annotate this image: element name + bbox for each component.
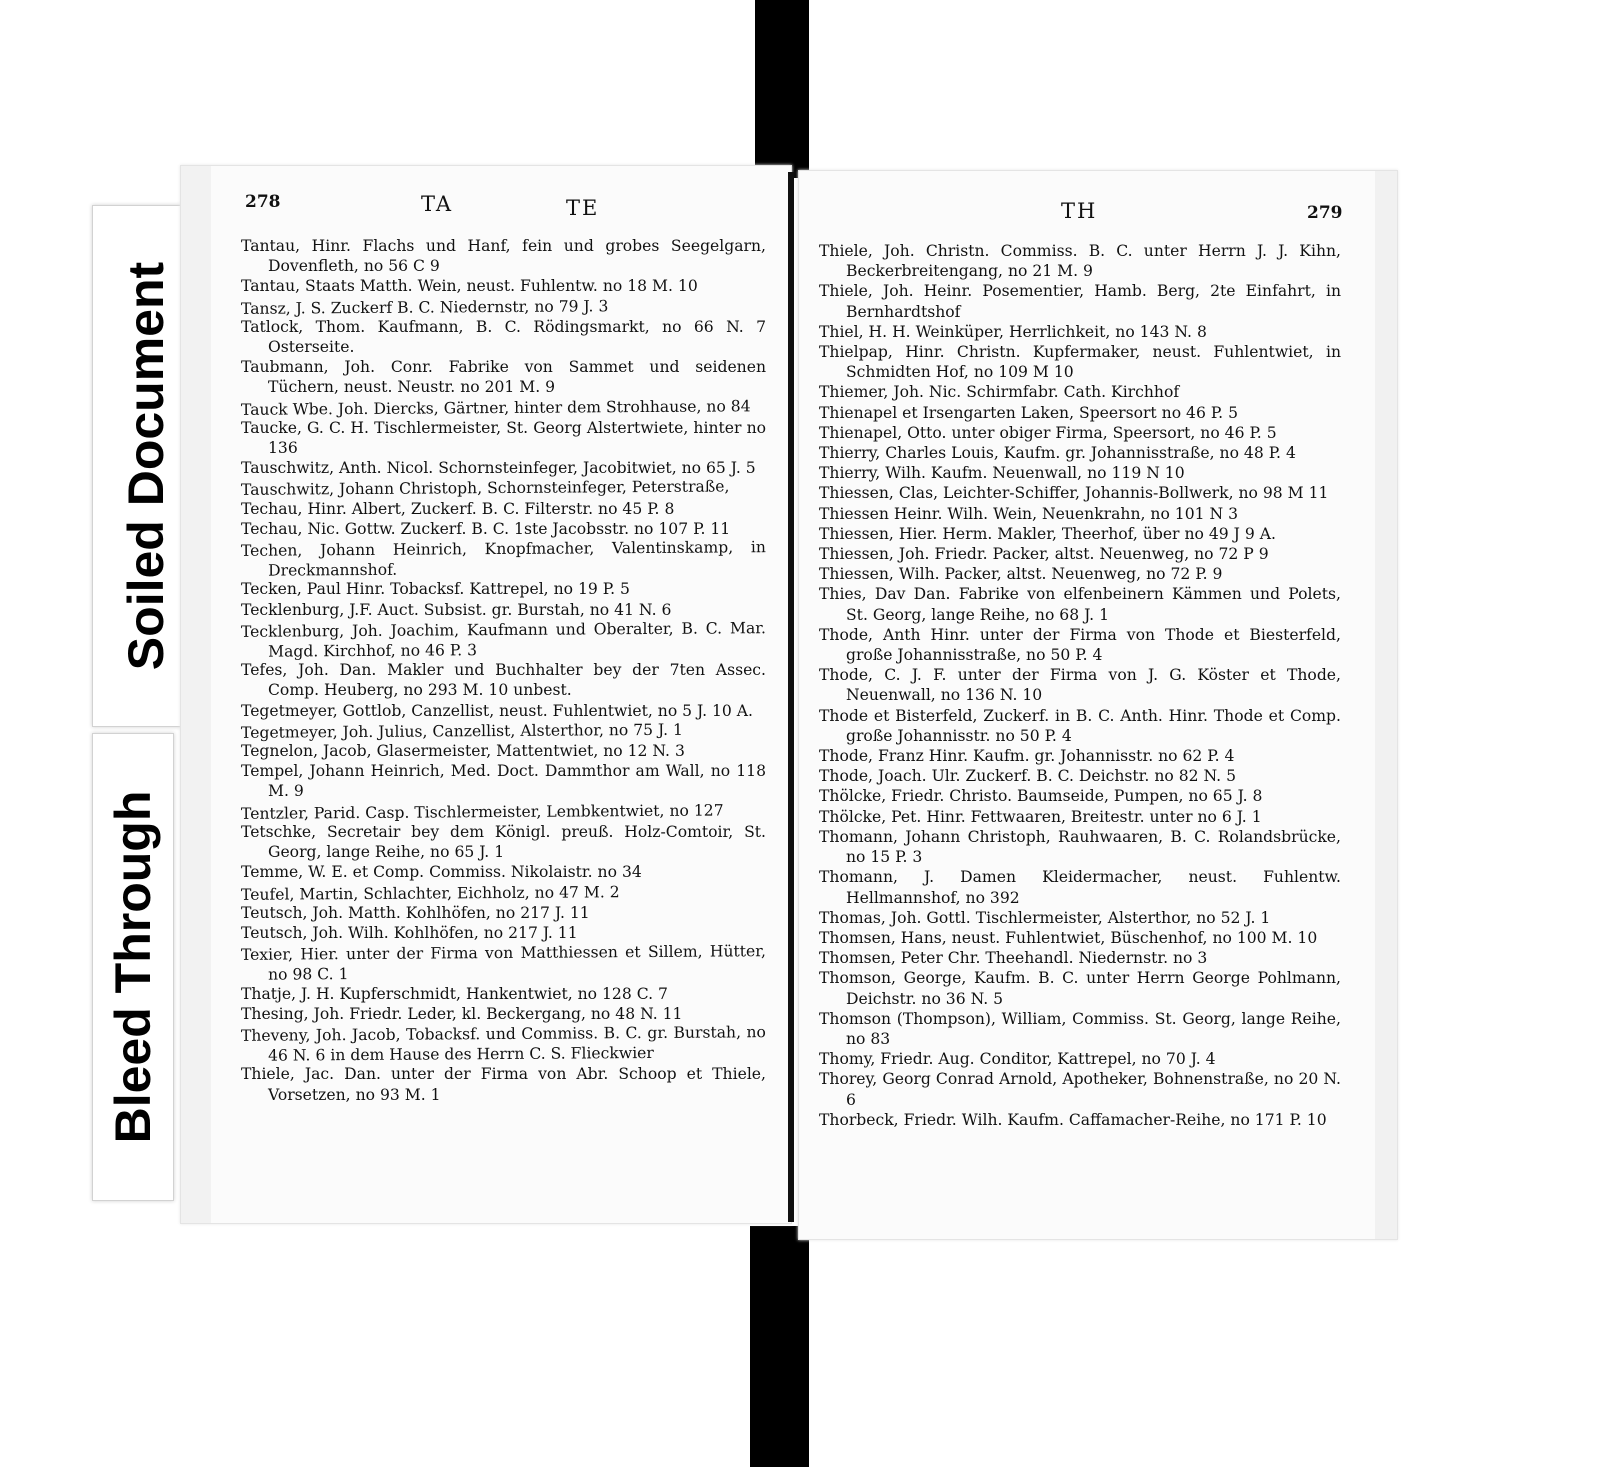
directory-entry: Thierry, Charles Louis, Kaufm. gr. Johannisstraße, no 48 P. 4 [819,444,1296,463]
directory-entry: Thiel, H. H. Weinküper, Herrlichkeit, no 143 N. 8 [819,322,1207,341]
directory-entry: Thiessen, Joh. Friedr. Packer, altst. Neuenweg, no 72 P 9 [819,545,1269,564]
directory-entry: Thiessen Heinr. Wilh. Wein, Neuenkrahn, no 101 N 3 [819,504,1239,523]
directory-entry: Tegnelon, Jacob, Glasermeister, Mattentwiet, no 12 N. 3 [241,742,685,761]
right-page-edge [1375,171,1397,1239]
soiled-document-label: Soiled Document [118,261,174,671]
directory-entry: Techau, Nic. Gottw. Zuckerf. B. C. 1ste Jacobsstr. no 107 P. 11 [241,519,731,538]
directory-entry: Tatlock, Thom. Kaufmann, B. C. Rödingsmarkt, no 66 N. 7 Osterseite. [241,317,766,357]
left-running-head-2: TE [566,196,600,220]
book-gutter [788,172,794,1222]
directory-entry: Thierry, Wilh. Kaufm. Neuenwall, no 119 N 10 [819,464,1185,483]
spine-strip-bottom [750,1226,809,1467]
directory-entry: Theveny, Joh. Jacob, Tobacksf. und Commiss. B. C. gr. Burstah, no 46 N. 6 in dem Hause des Herrn C. S. Flieckwier [240,1023,766,1065]
directory-entry: Thiessen, Hier. Herm. Makler, Theerhof, über no 49 J 9 A. [819,524,1276,543]
bleed-through-tab [92,733,174,1201]
directory-entry: Thode, Joach. Ulr. Zuckerf. B. C. Deichstr. no 82 N. 5 [819,767,1236,786]
directory-entry: Thatje, J. H. Kupferschmidt, Hankentwiet, no 128 C. 7 [241,984,668,1003]
directory-entry: Techen, Johann Heinrich, Knopfmacher, Valentinskamp, in Dreckmannshof. [240,538,766,580]
directory-entry: Teutsch, Joh. Matth. Kohlhöfen, no 217 J. 11 [241,903,590,922]
directory-entry: Tecklenburg, Joh. Joachim, Kaufmann und Oberalter, B. C. Mar. Magd. Kirchhof, no 46 P. 3 [240,619,766,661]
left-page [180,165,792,1224]
directory-entry: Thielpap, Hinr. Christn. Kupfermaker, neust. Fuhlentwiet, in Schmidten Hof, no 109 M 10 [819,343,1341,382]
directory-entry: Taucke, G. C. H. Tischlermeister, St. Georg Alstertwiete, hinter no 136 [241,418,766,458]
directory-entry: Tantau, Staats Matth. Wein, neust. Fuhlentw. no 18 M. 10 [241,277,698,296]
directory-entry: Teutsch, Joh. Wilh. Kohlhöfen, no 217 J. 11 [241,923,578,942]
right-entry-list [819,241,1341,1130]
directory-entry: Thiessen, Wilh. Packer, altst. Neuenweg, no 72 P. 9 [819,565,1223,584]
directory-entry: Thomsen, Hans, neust. Fuhlentwiet, Büschenhof, no 100 M. 10 [819,928,1318,947]
directory-entry: Thienapel et Irsengarten Laken, Speersort no 46 P. 5 [819,403,1239,422]
directory-entry: Tegetmeyer, Gottlob, Canzellist, neust. Fuhlentwiet, no 5 J. 10 A. [241,701,754,720]
directory-entry: Thomson, George, Kaufm. B. C. unter Herrn George Pohlmann, Deichstr. no 36 N. 5 [819,969,1341,1008]
directory-entry: Temme, W. E. et Comp. Commiss. Nikolaistr. no 34 [241,863,642,882]
directory-entry: Thiemer, Joh. Nic. Schirmfabr. Cath. Kirchhof [819,383,1180,402]
directory-entry: Thode, Anth Hinr. unter der Firma von Thode et Biesterfeld, große Johannisstraße, no 50 P. 4 [819,625,1341,665]
directory-entry: Thomsen, Peter Chr. Theehandl. Niedernstr. no 3 [819,949,1208,968]
directory-entry: Tegetmeyer, Joh. Julius, Canzellist, Alsterthor, no 75 J. 1 [240,720,683,742]
directory-entry: Tetschke, Secretair bey dem Königl. preuß. Holz-Comtoir, St. Georg, lange Reihe, no 65 J. 1 [241,822,766,862]
directory-entry: Thiele, Jac. Dan. unter der Firma von Abr. Schoop et Thiele, Vorsetzen, no 93 M. 1 [241,1065,766,1104]
directory-entry: Teufel, Martin, Schlachter, Eichholz, no 47 M. 2 [240,882,620,904]
left-running-head-1: TA [421,192,454,216]
directory-entry: Thiele, Joh. Heinr. Posementier, Hamb. Berg, 2te Einfahrt, in Bernhardtshof [819,282,1341,321]
spine-strip-top [755,0,809,178]
directory-entry: Tentzler, Parid. Casp. Tischlermeister, Lembkentwiet, no 127 [240,801,724,823]
directory-entry: Thomann, Johann Christoph, Rauhwaaren, B. C. Rolandsbrücke, no 15 P. 3 [819,827,1341,867]
directory-entry: Tauck Wbe. Joh. Diercks, Gärtner, hinter dem Strohhause, no 84 [240,396,751,419]
directory-entry: Thölcke, Friedr. Christo. Baumseide, Pumpen, no 65 J. 8 [819,787,1263,806]
directory-entry: Tecken, Paul Hinr. Tobacksf. Kattrepel, no 19 P. 5 [241,580,630,599]
directory-entry: Thienapel, Otto. unter obiger Firma, Speersort, no 46 P. 5 [819,423,1277,442]
directory-entry: Thiessen, Clas, Leichter-Schiffer, Johannis-Bollwerk, no 98 M 11 [819,484,1329,503]
directory-entry: Thiele, Joh. Christn. Commiss. B. C. unter Herrn J. J. Kihn, Beckerbreitengang, no 21 M. 9 [819,242,1341,281]
directory-entry: Thomas, Joh. Gottl. Tischlermeister, Alsterthor, no 52 J. 1 [819,908,1271,927]
directory-entry: Thorbeck, Friedr. Wilh. Kaufm. Caffamacher-Reihe, no 171 P. 10 [819,1110,1327,1129]
directory-entry: Thomson (Thompson), William, Commiss. St. Georg, lange Reihe, no 83 [819,1009,1341,1048]
directory-entry: Thesing, Joh. Friedr. Leder, kl. Beckergang, no 48 N. 11 [241,1004,683,1023]
directory-entry: Texier, Hier. unter der Firma von Matthiessen et Sillem, Hütter, no 98 C. 1 [240,942,766,984]
directory-entry: Thode, C. J. F. unter der Firma von J. G. Köster et Thode, Neuenwall, no 136 N. 10 [819,666,1341,705]
directory-entry: Tauschwitz, Anth. Nicol. Schornsteinfeger, Jacobitwiet, no 65 J. 5 [241,459,756,478]
directory-entry: Tansz, J. S. Zuckerf B. C. Niedernstr, no 79 J. 3 [240,296,609,318]
directory-entry: Thölcke, Pet. Hinr. Fettwaaren, Breitestr. unter no 6 J. 1 [819,807,1262,826]
directory-entry: Thomann, J. Damen Kleidermacher, neust. Fuhlentw. Hellmannshof, no 392 [819,868,1341,907]
directory-entry: Techau, Hinr. Albert, Zuckerf. B. C. Filterstr. no 45 P. 8 [241,499,675,518]
directory-entry: Tempel, Johann Heinrich, Med. Doct. Dammthor am Wall, no 118 M. 9 [241,762,766,801]
directory-entry: Thode et Bisterfeld, Zuckerf. in B. C. Anth. Hinr. Thode et Comp. große Johannisstr. no 50 P. 4 [819,706,1341,745]
right-running-head: TH [1061,199,1098,223]
bleed-through-label: Bleed Through [105,790,161,1144]
directory-entry: Thies, Dav Dan. Fabrike von elfenbeinern Kämmen und Polets, St. Georg, lange Reihe, no 68 J. 1 [819,585,1341,624]
left-entry-list [241,236,766,1105]
right-page [798,170,1398,1240]
left-page-inner-margin [181,166,211,1223]
directory-entry: Tauschwitz, Johann Christoph, Schornsteinfeger, Peterstraße, [240,477,730,500]
directory-entry: Thorey, Georg Conrad Arnold, Apotheker, Bohnenstraße, no 20 N. 6 [819,1070,1341,1109]
directory-entry: Thomy, Friedr. Aug. Conditor, Kattrepel, no 70 J. 4 [819,1050,1216,1069]
directory-entry: Tecklenburg, J.F. Auct. Subsist. gr. Burstah, no 41 N. 6 [241,600,672,619]
directory-entry: Taubmann, Joh. Conr. Fabrike von Sammet und seidenen Tüchern, neust. Neustr. no 201 M. 9 [241,358,766,397]
directory-entry: Tantau, Hinr. Flachs und Hanf, fein und grobes Seegelgarn, Dovenfleth, no 56 C 9 [241,237,766,276]
right-page-number: 279 [1307,203,1343,223]
left-page-number: 278 [245,192,281,212]
directory-entry: Thode, Franz Hinr. Kaufm. gr. Johannisstr. no 62 P. 4 [819,747,1235,766]
directory-entry: Tefes, Joh. Dan. Makler und Buchhalter bey der 7ten Assec. Comp. Heuberg, no 293 M. 10 unbest. [241,661,766,700]
